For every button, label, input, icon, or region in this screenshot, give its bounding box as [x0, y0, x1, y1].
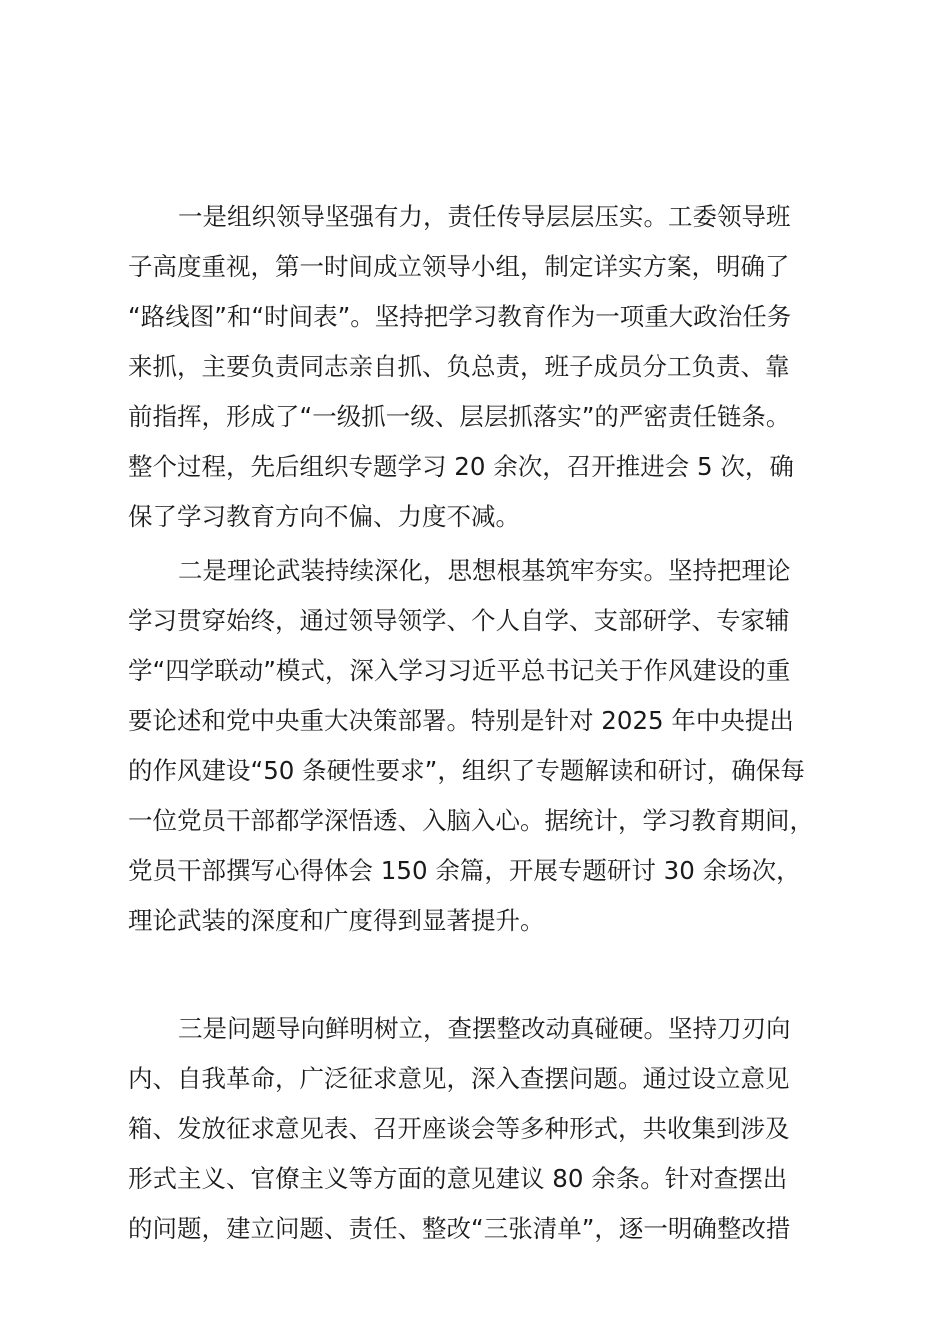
text-line: 三是问题导向鲜明树立，查摆整改动真碰硬。坚持刀刃向	[178, 1014, 791, 1043]
text-line: 党员干部撰写心得体会 150 余篇，开展专题研讨 30 余场次，	[128, 856, 801, 885]
text-line: 学习贯穿始终，通过领导领学、个人自学、支部研学、专家辅	[128, 606, 790, 635]
text-line: 箱、发放征求意见表、召开座谈会等多种形式，共收集到涉及	[128, 1114, 790, 1143]
text-line: “路线图”和“时间表”。坚持把学习教育作为一项重大政治任务	[128, 302, 792, 331]
text-line: 二是理论武装持续深化，思想根基筑牢夯实。坚持把理论	[178, 556, 791, 585]
paragraph-theoretical-study	[128, 546, 838, 996]
text-line: 内、自我革命，广泛征求意见，深入查摆问题。通过设立意见	[128, 1064, 790, 1093]
text-line: 来抓，主要负责同志亲自抓、负总责，班子成员分工负责、靠	[128, 352, 790, 381]
text-line: 的问题，建立问题、责任、整改“三张清单”，逐一明确整改措	[128, 1214, 791, 1243]
text-line: 一是组织领导坚强有力，责任传导层层压实。工委领导班	[178, 202, 791, 231]
document-body	[128, 192, 838, 1254]
text-line: 保了学习教育方向不偏、力度不减。	[128, 502, 520, 531]
text-line: 学“四学联动”模式，深入学习习近平总书记关于作风建设的重	[128, 656, 791, 685]
text-line: 理论武装的深度和广度得到显著提升。	[128, 906, 545, 935]
paragraph-organization-leadership	[128, 192, 838, 542]
paragraph-problem-rectification	[128, 1004, 838, 1254]
text-line: 前指挥，形成了“一级抓一级、层层抓落实”的严密责任链条。	[128, 402, 791, 431]
text-line: 要论述和党中央重大决策部署。特别是针对 2025 年中央提出	[128, 706, 794, 735]
text-line	[128, 946, 838, 996]
text-line: 形式主义、官僚主义等方面的意见建议 80 余条。针对查摆出	[128, 1164, 788, 1193]
text-line: 一位党员干部都学深悟透、入脑入心。据统计，学习教育期间，	[128, 806, 814, 835]
text-line: 整个过程，先后组织专题学习 20 余次，召开推进会 5 次，确	[128, 452, 794, 481]
text-line: 子高度重视，第一时间成立领导小组，制定详实方案，明确了	[128, 252, 790, 281]
text-line: 的作风建设“50 条硬性要求”，组织了专题解读和研讨，确保每	[128, 756, 805, 785]
